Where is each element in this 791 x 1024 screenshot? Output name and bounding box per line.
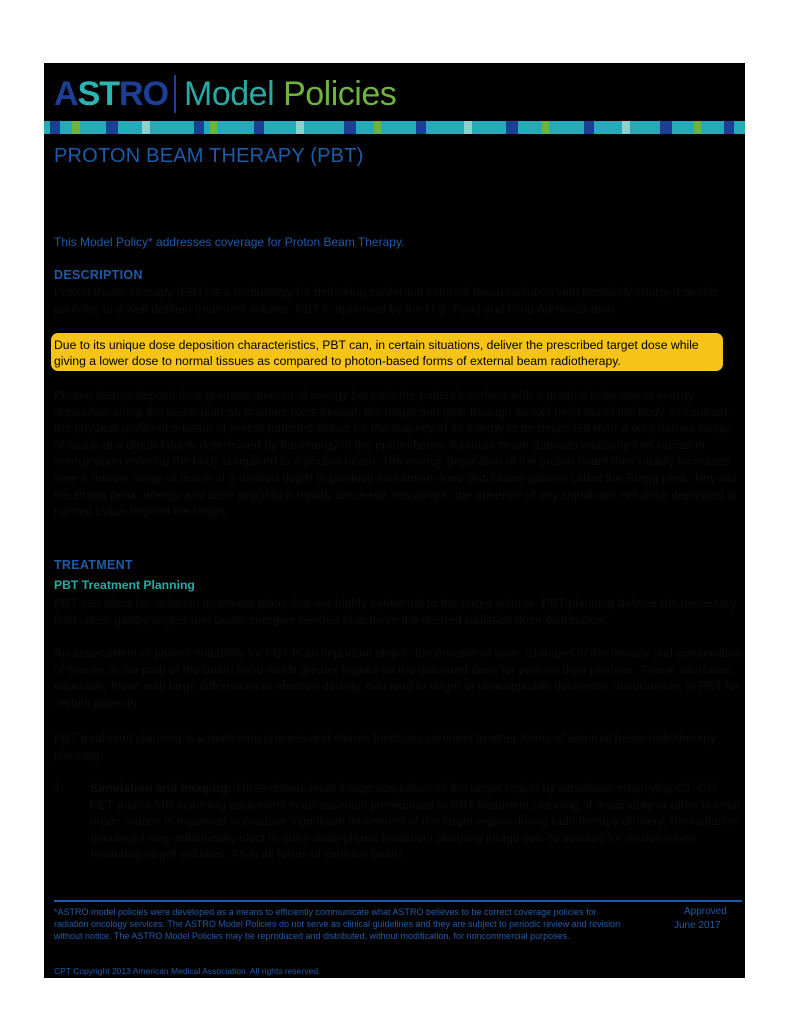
document-page <box>44 63 745 978</box>
logo-word-policies: Policies <box>283 74 397 113</box>
logo-divider <box>174 75 176 113</box>
highlighted-passage <box>51 333 723 371</box>
logo-astro-text: ASTRO <box>54 74 169 113</box>
copyright-notice: CPT Copyright 2013 American Medical Association. All rights reserved. <box>54 966 321 976</box>
astro-logo <box>54 69 396 119</box>
approved-date: June 2017 <box>674 920 721 931</box>
highlighted-text: Due to its unique dose deposition characteristics, PBT can, in certain situations, deliver the prescribed target dose while giving a lower dose to normal tissues as compared to photon-based forms of external beam radiotherapy. <box>54 338 699 368</box>
footer-note: *ASTRO model policies were developed as a means to efficiently communicate what ASTRO believes to be correct coverage policies for radiation oncology services. The ASTRO Model Policies do not serve as clinical guidelines and they are subject to periodic review and revision without notice. The ASTRO Model Policies may be reproduced and distributed, without modification, for noncommercial purposes. <box>54 907 621 941</box>
logo-word-model: Model <box>184 74 275 113</box>
planning-subheading: PBT Treatment Planning <box>54 578 195 592</box>
description-heading: DESCRIPTION <box>54 268 143 282</box>
planning-paragraph-2: An assessment of patient suitability for PBT is an important step in the process of care. Changes in the density and composition of tissues in the path of the beam have much greater impact on the delivered dose for protons than photons. Tissue interfaces, especially those with large differences in electron density, can lead to larger or unacceptable dosimetric uncertainties in PBT for certain patients. <box>54 646 742 710</box>
planning-paragraph-3: PBT treatment planning is a multi-step process and shares functions common to other forms of external beam radiotherapy planning: <box>54 731 717 762</box>
page-title: PROTON BEAM THERAPY (PBT) <box>54 145 364 167</box>
footer-divider <box>54 900 742 902</box>
list-item-number: 1. <box>54 780 65 794</box>
list-item-lead: Simulation and Imaging: <box>90 781 232 795</box>
logo-product-name <box>184 75 396 114</box>
approved-label: Approved <box>684 906 727 917</box>
planning-paragraph-1: PBT can allow for radiation treatment plans that are highly conformal to the target volume. PBT planning defines the necessary field sizes, gantry angles and beam energies needed to achieve the desired radiation dose distribution. <box>54 596 737 627</box>
treatment-heading: TREATMENT <box>54 558 133 572</box>
description-paragraph-1: Proton Beam Therapy (PBT) is a technology for delivering conformal external beam radiation with positively charged atomic particles to a well-defined treatment volume. PBT is approved by the U.S. Food and Drug Administration. <box>54 285 719 316</box>
description-paragraph-2: Photon beams deposit their greatest amount of energy beneath the patient's surface with a gradual reduction in energy deposition along the beam path as photons pass through the target and then through an exit point out of the body. In contrast, the physical profile of a beam of proton particles allows for the majority of its energy to be deposited over a very narrow range of tissue at a depth largely determined by the energy of the proton beam. A proton beam deposits relatively less radiation energy upon entering the body compared to a photon beam. The energy deposition of the proton beam then rapidly increases over a narrow range of tissue at a desired depth to produce an intense dose distribution pattern called the Bragg peak. Beyond the Bragg peak, energy and dose deposition rapidly decrease, resulting in the absence of any significant exit dose deposited in normal tissue beyond the target. <box>54 388 737 519</box>
decorative-stripe <box>44 121 745 134</box>
intro-text: This Model Policy* addresses coverage for Proton Beam Therapy. <box>54 235 405 249</box>
list-item-text: Three-dimensional image acquisition of the target region by simulation employing CT, CT/ PET and/or MR scanning equipment is an essential prerequisite to PBT treatment planning. If respiratory or other normal organ motion is expected to produce significant movement of the target region during radiotherapy delivery, the radiation oncologist may additionally elect to order multi-phasic treatment planning image sets to account for motion when rendering target volumes. As in all forms of external beam <box>90 781 740 862</box>
list-item-body <box>90 780 740 863</box>
